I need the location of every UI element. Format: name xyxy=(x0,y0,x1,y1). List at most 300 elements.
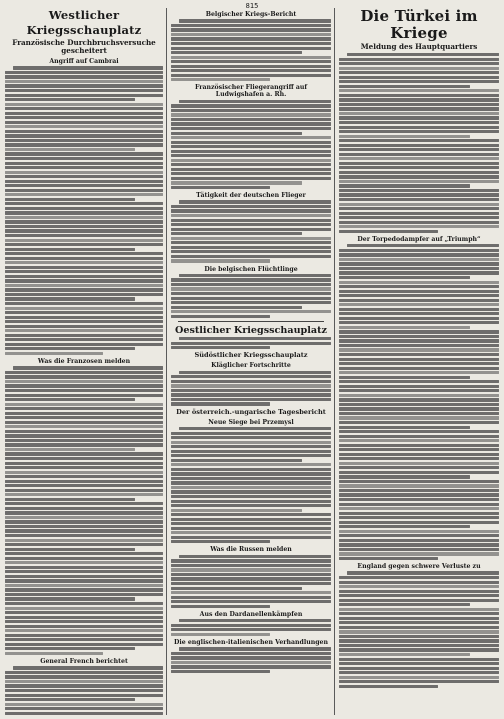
text-line xyxy=(5,180,163,183)
headline-austro-hungarian-report: Der österreich.-ungarische Tagesbericht xyxy=(176,407,326,416)
text-line xyxy=(339,534,499,537)
text-line xyxy=(339,299,499,302)
headline-western-front: Westlicher Kriegsschauplatz xyxy=(26,8,142,37)
text-line xyxy=(171,228,331,231)
text-line xyxy=(5,202,163,205)
column-middle xyxy=(170,8,332,715)
text-line xyxy=(339,585,499,588)
article-body-england-losses xyxy=(338,571,500,687)
page-number: 815 xyxy=(245,2,259,10)
text-line xyxy=(5,75,163,78)
text-line xyxy=(171,463,331,466)
text-line xyxy=(171,504,331,507)
text-line xyxy=(5,175,163,178)
text-line xyxy=(5,152,163,155)
column-turkey xyxy=(338,8,500,715)
text-line xyxy=(339,426,470,429)
text-line xyxy=(171,564,331,567)
text-line xyxy=(339,144,499,147)
text-line xyxy=(171,454,331,457)
text-line xyxy=(339,308,499,311)
text-line xyxy=(171,28,331,31)
text-line xyxy=(5,507,163,510)
headline-eastern-front: Oestlicher Kriegsschauplatz xyxy=(174,324,327,336)
text-line xyxy=(5,220,163,223)
text-line xyxy=(171,132,302,135)
text-line xyxy=(5,529,163,532)
text-line xyxy=(171,633,270,636)
text-line xyxy=(5,248,135,251)
text-line xyxy=(339,189,499,192)
text-line xyxy=(171,432,331,435)
text-line xyxy=(339,662,499,665)
text-line xyxy=(171,181,302,184)
text-line xyxy=(339,230,438,233)
text-line xyxy=(339,385,499,388)
text-line xyxy=(179,100,331,103)
text-line xyxy=(5,284,163,287)
article-body-german-flyers xyxy=(170,200,332,262)
text-line xyxy=(339,543,499,546)
text-line xyxy=(339,630,499,633)
text-line xyxy=(5,593,163,596)
text-line xyxy=(5,652,103,655)
text-line xyxy=(179,19,331,22)
text-line xyxy=(339,539,499,542)
text-line xyxy=(179,274,331,277)
text-line xyxy=(339,339,499,342)
subheadline-headquarters: Meldung des Hauptquartiers xyxy=(360,42,478,51)
text-line xyxy=(5,189,163,192)
text-line xyxy=(5,307,163,310)
text-line xyxy=(171,60,331,63)
text-line xyxy=(5,570,163,573)
text-line xyxy=(339,507,499,510)
text-line xyxy=(5,511,163,514)
text-line xyxy=(5,107,163,110)
text-line xyxy=(179,619,331,622)
text-line xyxy=(339,444,499,447)
text-line xyxy=(171,624,331,627)
text-line xyxy=(339,552,499,555)
text-line xyxy=(339,530,499,533)
text-line xyxy=(339,653,470,656)
text-line xyxy=(5,148,135,151)
text-line xyxy=(171,37,331,40)
text-line xyxy=(339,344,499,347)
text-line xyxy=(339,130,499,133)
text-line xyxy=(5,252,163,255)
text-line xyxy=(171,205,331,208)
text-line xyxy=(171,163,331,166)
text-line xyxy=(339,430,499,433)
text-line xyxy=(171,246,331,249)
text-line xyxy=(5,216,163,219)
text-line xyxy=(339,480,499,483)
article-body-ludwigshafen xyxy=(170,100,332,189)
text-line xyxy=(5,539,163,542)
text-line xyxy=(339,193,499,196)
text-line xyxy=(5,480,163,483)
text-line xyxy=(339,353,499,356)
text-line xyxy=(5,98,135,101)
section-heading-ludwigshafen: Französischer Fliegerangriff auf Ludwigshafen a. Rh. xyxy=(194,84,308,99)
text-line xyxy=(339,462,499,465)
text-line xyxy=(5,143,163,146)
text-line xyxy=(339,225,499,228)
text-line xyxy=(5,234,163,237)
text-line xyxy=(5,443,163,446)
text-line xyxy=(339,439,499,442)
text-line xyxy=(339,448,499,451)
text-line xyxy=(171,531,331,534)
text-line xyxy=(171,481,331,484)
section-heading-triumph: Der Torpedodampfer auf „Triumph“ xyxy=(357,235,481,243)
text-line xyxy=(339,407,499,410)
text-line xyxy=(171,301,331,304)
text-line xyxy=(171,536,331,539)
text-line xyxy=(171,652,331,655)
section-heading-german-flyers: Tätigkeit der deutschen Flieger xyxy=(196,192,306,200)
article-body-triumph xyxy=(338,244,500,560)
text-line xyxy=(5,297,135,300)
text-line xyxy=(5,320,163,323)
text-line xyxy=(339,380,499,383)
text-line xyxy=(5,270,163,273)
text-line xyxy=(171,472,331,475)
text-line xyxy=(339,617,499,620)
text-line xyxy=(5,171,163,174)
text-line xyxy=(5,157,163,160)
text-line xyxy=(5,275,163,278)
subheading-english-italian: Die englischen-italienischen Verhandlungen xyxy=(174,638,328,646)
text-line xyxy=(339,85,470,88)
text-line xyxy=(171,605,270,608)
text-line xyxy=(171,665,331,668)
text-line xyxy=(5,198,135,201)
text-line xyxy=(5,261,163,264)
text-line xyxy=(171,168,331,171)
text-line xyxy=(171,591,331,594)
text-line xyxy=(5,647,135,650)
text-line xyxy=(339,475,470,478)
text-line xyxy=(339,290,499,293)
text-line xyxy=(171,47,331,50)
text-line xyxy=(171,42,331,45)
text-line xyxy=(5,184,163,187)
text-line xyxy=(5,343,163,346)
text-line xyxy=(5,489,163,492)
text-line xyxy=(5,471,163,474)
text-line xyxy=(339,180,499,183)
text-line xyxy=(171,518,331,521)
text-line xyxy=(5,371,163,374)
text-line xyxy=(339,548,499,551)
text-line xyxy=(5,671,163,674)
text-line xyxy=(171,150,331,153)
text-line xyxy=(171,436,331,439)
text-line xyxy=(5,611,163,614)
text-line xyxy=(5,475,163,478)
text-line xyxy=(5,557,163,560)
text-line xyxy=(171,104,331,107)
text-line xyxy=(339,648,499,651)
text-line xyxy=(171,56,331,59)
text-line xyxy=(171,509,302,512)
text-line xyxy=(339,153,499,156)
text-line xyxy=(339,626,499,629)
text-line xyxy=(5,602,163,605)
text-line xyxy=(171,159,331,162)
column-rule-left xyxy=(166,8,167,715)
text-line xyxy=(171,69,331,72)
text-line xyxy=(5,502,163,505)
text-line xyxy=(339,175,499,178)
text-line xyxy=(347,53,499,56)
text-line xyxy=(171,223,331,226)
text-line xyxy=(171,33,331,36)
text-line xyxy=(339,166,499,169)
text-line xyxy=(171,490,331,493)
text-line xyxy=(171,113,331,116)
text-line xyxy=(5,620,163,623)
text-line xyxy=(5,239,163,242)
text-line xyxy=(5,325,163,328)
text-line xyxy=(5,288,163,291)
text-line xyxy=(339,493,499,496)
text-line xyxy=(339,362,499,365)
text-line xyxy=(5,293,163,296)
text-line xyxy=(339,667,499,670)
text-line xyxy=(5,561,163,564)
text-line xyxy=(5,347,135,350)
text-line xyxy=(347,571,499,574)
text-line xyxy=(171,209,331,212)
text-line xyxy=(339,590,499,593)
text-line xyxy=(171,109,331,112)
text-line xyxy=(171,468,331,471)
text-line xyxy=(339,398,499,401)
text-line xyxy=(5,597,135,600)
headline-turkey-war: Die Türkei im Kriege xyxy=(360,8,478,42)
text-line xyxy=(5,403,163,406)
text-line xyxy=(339,76,499,79)
subheading-russian-report: Was die Russen melden xyxy=(210,546,292,554)
text-line xyxy=(5,125,163,128)
text-line xyxy=(339,394,499,397)
text-line xyxy=(5,130,163,133)
headline-southeastern-front: Südöstlicher Kriegsschauplatz xyxy=(194,351,308,360)
text-line xyxy=(5,448,135,451)
text-line xyxy=(339,685,438,688)
text-line xyxy=(339,326,470,329)
text-line xyxy=(5,707,163,710)
text-line xyxy=(5,493,163,496)
text-line xyxy=(171,65,331,68)
text-line xyxy=(5,516,163,519)
text-line xyxy=(171,127,331,130)
text-line xyxy=(5,439,163,442)
text-line xyxy=(5,139,163,142)
text-line xyxy=(339,148,499,151)
text-line xyxy=(339,258,499,261)
text-line xyxy=(5,525,163,528)
text-line xyxy=(5,434,163,437)
text-line xyxy=(171,445,331,448)
text-line xyxy=(339,603,470,606)
text-line xyxy=(339,212,499,215)
text-line xyxy=(171,486,331,489)
text-line xyxy=(171,259,270,262)
article-body-przemysl xyxy=(170,427,332,543)
text-line xyxy=(5,498,135,501)
text-line xyxy=(5,579,163,582)
text-line xyxy=(339,358,499,361)
text-line xyxy=(171,628,331,631)
text-line xyxy=(171,74,331,77)
text-line xyxy=(339,89,499,92)
text-line xyxy=(5,712,163,715)
text-line xyxy=(171,214,331,217)
text-line xyxy=(171,375,331,378)
text-line xyxy=(339,367,499,370)
text-line xyxy=(5,121,163,124)
text-line xyxy=(5,84,163,87)
article-body-cambrai xyxy=(4,66,164,355)
text-line xyxy=(5,380,163,383)
subheading-progress: Kläglicher Fortschritte xyxy=(211,362,291,370)
article-body-headquarters xyxy=(338,53,500,233)
text-line xyxy=(339,498,499,501)
text-line xyxy=(5,207,163,210)
text-line xyxy=(339,576,499,579)
text-line xyxy=(339,171,499,174)
text-line xyxy=(5,398,135,401)
text-line xyxy=(339,198,499,201)
text-line xyxy=(5,193,163,196)
text-line xyxy=(171,292,331,295)
text-line xyxy=(339,285,499,288)
text-line xyxy=(5,584,163,587)
text-line xyxy=(339,249,499,252)
text-line xyxy=(5,575,163,578)
article-body-belgian-refugees xyxy=(170,274,332,318)
article-body-french-report xyxy=(4,366,164,655)
text-line xyxy=(171,670,270,673)
text-line xyxy=(5,466,163,469)
text-line xyxy=(171,398,331,401)
text-line xyxy=(171,154,331,157)
text-line xyxy=(339,348,499,351)
text-line xyxy=(5,243,163,246)
text-line xyxy=(171,78,270,81)
text-line xyxy=(339,484,499,487)
text-line xyxy=(171,577,331,580)
text-line xyxy=(171,389,331,392)
text-line xyxy=(339,135,470,138)
text-line xyxy=(5,316,163,319)
column-western-front xyxy=(4,8,164,715)
text-line xyxy=(171,287,331,290)
text-line xyxy=(339,671,499,674)
text-line xyxy=(339,253,499,256)
section-heading-general-french: General French berichtet xyxy=(40,658,128,665)
text-line xyxy=(171,283,331,286)
text-line xyxy=(339,453,499,456)
text-line xyxy=(179,200,331,203)
text-line xyxy=(339,503,499,506)
text-line xyxy=(179,337,331,340)
text-line xyxy=(171,441,331,444)
text-line xyxy=(5,548,135,551)
text-line xyxy=(5,675,163,678)
text-line xyxy=(5,166,163,169)
text-line xyxy=(171,459,302,462)
text-line xyxy=(5,625,163,628)
article-body-belgian xyxy=(170,19,332,81)
text-line xyxy=(5,134,163,137)
text-line xyxy=(171,346,270,349)
subheadline-western-front: Französische Durchbruchsversuche gescheitert xyxy=(12,38,156,55)
text-line xyxy=(171,172,331,175)
text-line xyxy=(171,219,331,222)
text-line xyxy=(339,221,499,224)
text-line xyxy=(339,262,499,265)
text-line xyxy=(5,430,163,433)
text-line xyxy=(5,703,163,706)
text-line xyxy=(5,552,163,555)
text-line xyxy=(5,103,163,106)
text-line xyxy=(171,500,331,503)
text-line xyxy=(339,94,499,97)
text-line xyxy=(5,421,163,424)
text-line xyxy=(5,375,163,378)
text-line xyxy=(171,600,331,603)
text-line xyxy=(171,513,331,516)
section-heading-cambrai: Angriff auf Cambrai xyxy=(49,58,119,65)
text-line xyxy=(171,587,302,590)
text-line xyxy=(339,207,499,210)
text-line xyxy=(5,588,163,591)
article-body-dardanelles xyxy=(170,619,332,636)
article-body-southeastern xyxy=(170,371,332,406)
text-line xyxy=(171,402,270,405)
text-line xyxy=(339,608,499,611)
text-line xyxy=(339,58,499,61)
text-line xyxy=(339,267,499,270)
text-line xyxy=(339,525,470,528)
text-line xyxy=(339,335,499,338)
text-line xyxy=(339,184,470,187)
text-line xyxy=(5,520,163,523)
text-line xyxy=(339,489,499,492)
article-body-eastern xyxy=(170,337,332,349)
text-line xyxy=(339,71,499,74)
text-line xyxy=(5,311,163,314)
divider xyxy=(178,321,324,322)
text-line xyxy=(5,484,163,487)
text-line xyxy=(5,452,163,455)
text-line xyxy=(339,139,499,142)
text-line xyxy=(171,495,331,498)
text-line xyxy=(171,573,331,576)
text-line xyxy=(171,477,331,480)
text-line xyxy=(5,634,163,637)
text-line xyxy=(339,62,499,65)
text-line xyxy=(5,71,163,74)
text-line xyxy=(171,177,331,180)
text-line xyxy=(5,462,163,465)
